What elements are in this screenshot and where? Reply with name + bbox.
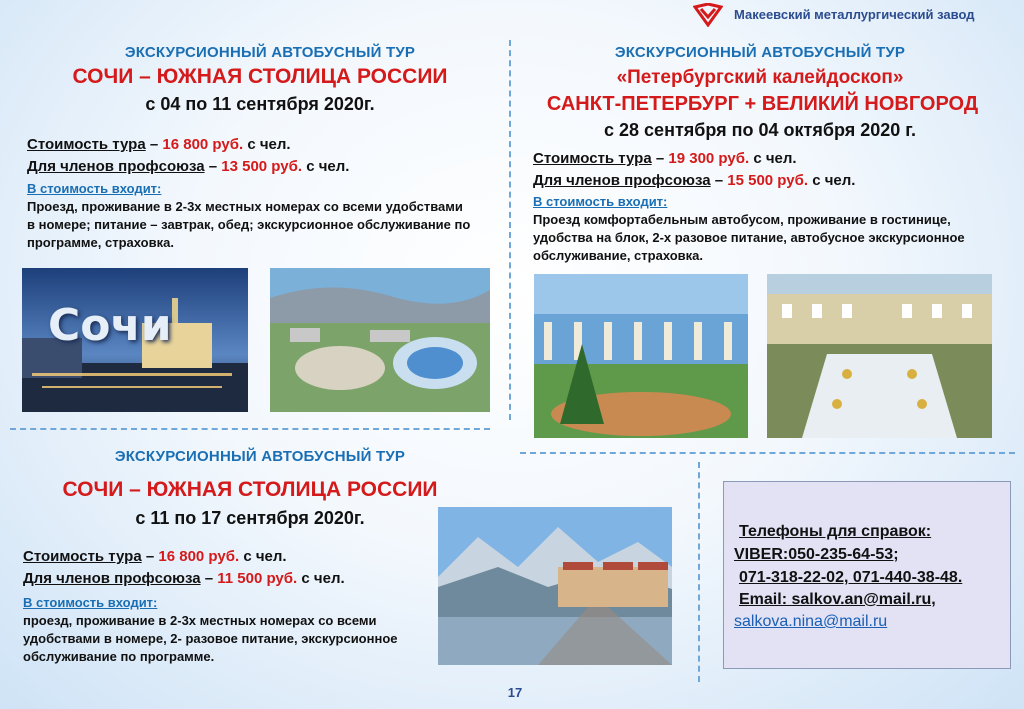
tour2-subtitle: «Петербургский калейдоскоп» — [616, 67, 904, 88]
tour2-price: Стоимость тура – 19 300 руб. с чел. — [533, 150, 797, 167]
sochi-mountain-resort-photo — [438, 507, 672, 665]
contacts-email2-link[interactable]: salkova.nina@mail.ru — [734, 613, 888, 630]
tour1-union-price: Для членов профсоюза – 13 500 руб. с чел. — [27, 158, 350, 175]
contacts-email1: Email: salkov.an@mail.ru, — [739, 591, 936, 608]
company-logo — [693, 3, 723, 27]
sochi-olympic-park-photo — [270, 268, 490, 412]
horizontal-divider-right — [520, 452, 1015, 454]
tour2-type: ЭКСКУРСИОННЫЙ АВТОБУСНЫЙ ТУР — [614, 44, 906, 61]
tour1-title: СОЧИ – ЮЖНАЯ СТОЛИЦА РОССИИ — [72, 65, 448, 88]
tour1-price: Стоимость тура – 16 800 руб. с чел. — [27, 136, 291, 153]
tour2-union-price: Для членов профсоюза – 15 500 руб. с чел. — [533, 172, 856, 189]
horizontal-divider-left — [10, 428, 490, 430]
tour2-title: САНКТ-ПЕТЕРБУРГ + ВЕЛИКИЙ НОВГОРОД — [546, 93, 979, 115]
tour2-includes-text: Проезд комфортабельным автобусом, проживание в гостинице, удобства на блок, 2-х разовое питание, автобусное экскурсионное обслуживание, страховка. — [533, 212, 965, 263]
tour1-type: ЭКСКУРСИОННЫЙ АВТОБУСНЫЙ ТУР — [124, 44, 416, 61]
contacts-heading: Телефоны для справок: — [739, 523, 932, 540]
tour3-includes-text: проезд, проживание в 2-3х местных номерах со всеми удобствами в номере, 2- разовое питание, экскурсионное обслуживание по программе. — [23, 613, 398, 664]
tour3-price: Стоимость тура – 16 800 руб. с чел. — [23, 548, 287, 565]
contacts-phones: 071-318-22-02, 071-440-38-48. — [739, 569, 963, 586]
sochi-sign-text: Сочи — [48, 300, 172, 351]
contacts-viber: VIBER:050-235-64-53; — [734, 546, 899, 563]
tour3-title: СОЧИ – ЮЖНАЯ СТОЛИЦА РОССИИ — [62, 478, 438, 501]
tour3-includes-label: В стоимость входит: — [23, 595, 158, 610]
tour3-type: ЭКСКУРСИОННЫЙ АВТОБУСНЫЙ ТУР — [114, 448, 406, 465]
peterhof-fountains-photo — [767, 274, 992, 438]
company-name: Макеевский металлургический завод — [734, 7, 975, 22]
tour1-includes-text: Проезд, проживание в 2-3х местных номерах со всеми удобствами в номере; питание – завтрак, обед; экскурсионное обслуживание по программе, страховка. — [27, 199, 471, 250]
vertical-divider-lower — [698, 462, 700, 682]
tour2-includes-label: В стоимость входит: — [533, 194, 668, 209]
tour1-includes-label: В стоимость входит: — [27, 181, 162, 196]
catherine-palace-photo — [534, 274, 748, 438]
tour3-dates: с 11 по 17 сентября 2020г. — [135, 508, 365, 528]
tour2-dates: с 28 сентября по 04 октября 2020 г. — [604, 120, 916, 140]
vertical-divider — [509, 40, 511, 420]
tour1-dates: с 04 по 11 сентября 2020г. — [145, 94, 375, 114]
page-number: 17 — [507, 685, 523, 700]
contact-box — [723, 481, 1011, 669]
tour3-union-price: Для членов профсоюза – 11 500 руб. с чел. — [23, 570, 345, 587]
